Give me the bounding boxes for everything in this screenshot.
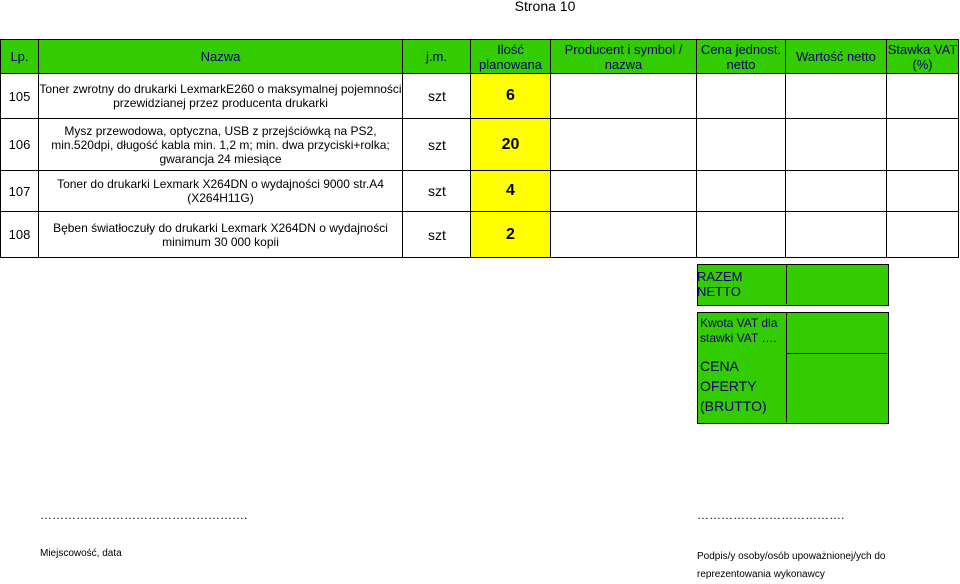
header-jm: j.m.	[403, 40, 471, 74]
page-number: Strona 10	[514, 0, 576, 14]
row-lp: 107	[1, 171, 39, 212]
place-date-dots: …………………………………………….	[40, 508, 248, 522]
row-nazwa: Mysz przewodowa, optyczna, USB z przejściówką na PS2, min.520dpi, długość kabla min. 1,2 m; min. dwa przyciski+rolka; gwarancja 24 miesiące	[39, 119, 403, 171]
table-header-row	[1, 40, 959, 74]
row-lp: 105	[1, 74, 39, 119]
table-row	[1, 171, 959, 212]
row-cena-cell[interactable]	[697, 212, 786, 258]
row-wartosc-cell[interactable]	[786, 74, 887, 119]
header-ilosc: Ilość planowana	[471, 40, 551, 74]
row-producent-cell[interactable]	[551, 171, 697, 212]
row-jm: szt	[403, 171, 471, 212]
row-jm: szt	[403, 119, 471, 171]
row-producent-cell[interactable]	[551, 119, 697, 171]
row-cena-cell[interactable]	[697, 119, 786, 171]
header-cena: Cena jednost. netto	[697, 40, 786, 74]
row-nazwa: Toner do drukarki Lexmark X264DN o wydajności 9000 str.A4 (X264H11G)	[39, 171, 403, 212]
row-cena-cell[interactable]	[697, 74, 786, 119]
table-row	[1, 119, 959, 171]
place-date-label: Miejscowość, data	[40, 548, 122, 559]
row-jm: szt	[403, 212, 471, 258]
cena-oferty-row-divider	[786, 353, 887, 354]
header-lp: Lp.	[1, 40, 39, 74]
row-producent-cell[interactable]	[551, 212, 697, 258]
row-stawka-cell[interactable]	[887, 74, 959, 119]
row-wartosc-cell[interactable]	[786, 171, 887, 212]
header-stawka: Stawka VAT (%)	[887, 41, 958, 72]
kwota-vat-label: Kwota VAT dla stawki VAT ….	[700, 316, 778, 345]
row-nazwa: Toner zwrotny do drukarki LexmarkE260 o maksymalnej pojemności przewidzianej przez producenta drukarki	[39, 74, 403, 119]
row-qty: 2	[471, 212, 551, 258]
row-qty: 20	[471, 119, 551, 171]
row-producent-cell[interactable]	[551, 74, 697, 119]
signature-label: Podpis/y osoby/osób upoważnionej/ych do reprezentowania wykonawcy	[697, 551, 886, 580]
row-qty: 4	[471, 171, 551, 212]
signature-dots: ……………………………….	[697, 508, 845, 522]
row-lp: 108	[1, 212, 39, 258]
cena-oferty-label: CENA OFERTY (BRUTTO)	[700, 358, 767, 414]
row-stawka-cell[interactable]	[887, 212, 959, 258]
row-stawka-cell[interactable]	[887, 119, 959, 171]
row-qty: 6	[471, 74, 551, 119]
header-wartosc: Wartość netto	[786, 40, 887, 74]
row-lp: 106	[1, 119, 39, 171]
table-row	[1, 212, 959, 258]
row-cena-cell[interactable]	[697, 171, 786, 212]
row-wartosc-cell[interactable]	[786, 119, 887, 171]
row-jm: szt	[403, 74, 471, 119]
row-wartosc-cell[interactable]	[786, 212, 887, 258]
row-nazwa: Bęben światłoczuły do drukarki Lexmark X264DN o wydajności minimum 30 000 kopii	[39, 212, 403, 258]
header-nazwa: Nazwa	[39, 40, 403, 74]
header-producent: Producent i symbol / nazwa	[551, 40, 697, 74]
order-table	[0, 39, 959, 258]
razem-netto-label: RAZEM NETTO	[697, 264, 787, 304]
row-stawka-cell[interactable]	[887, 171, 959, 212]
cena-oferty-divider	[786, 312, 787, 422]
table-row	[1, 74, 959, 119]
